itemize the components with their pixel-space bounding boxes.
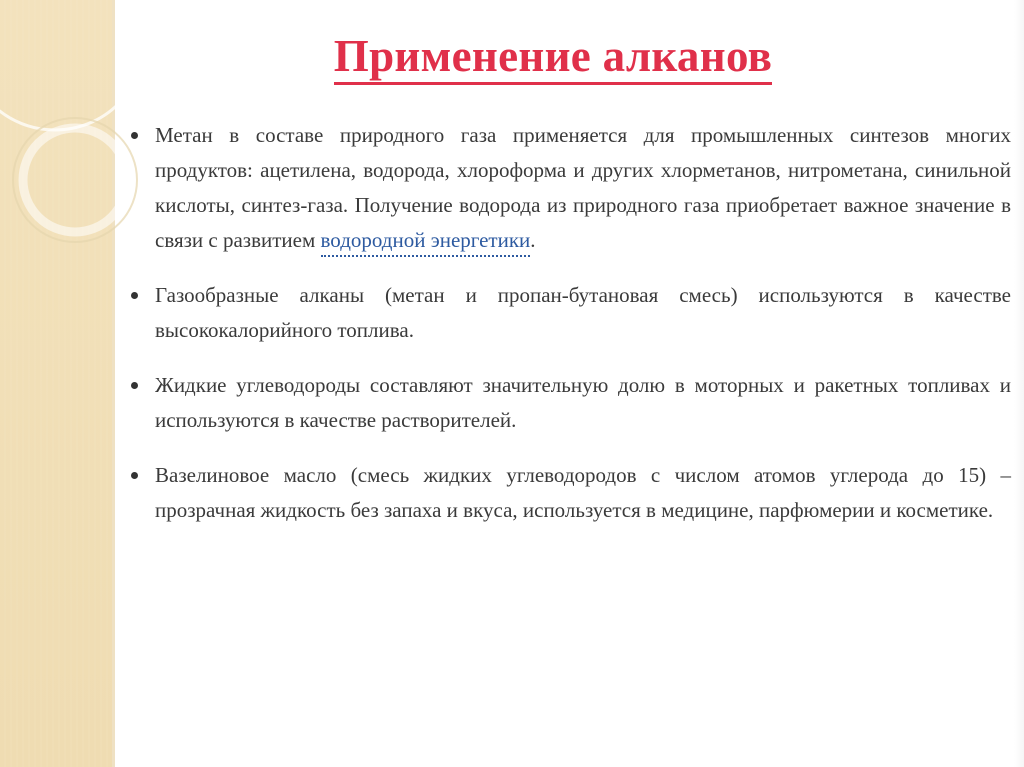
bullet-item-vaseline-oil bbox=[127, 458, 1011, 528]
bullet-text-end: . bbox=[530, 228, 536, 252]
bullet-dot-icon bbox=[131, 382, 138, 389]
bullet-list bbox=[127, 118, 1011, 548]
decorative-circle-outline bbox=[13, 118, 137, 242]
slide-title-container bbox=[0, 30, 1024, 85]
bullet-dot-icon bbox=[131, 292, 138, 299]
bullet-text: Вазелиновое масло (смесь жидких углеводородов с числом атомов углерода до 15) – прозрачная жидкость без запаха и вкуса, используется в медицине, парфюмерии и косметике. bbox=[155, 463, 1011, 522]
decorative-circle-ring bbox=[23, 128, 127, 232]
bullet-text: Газообразные алканы (метан и пропан-бутановая смесь) используются в качестве высококалорийного топлива. bbox=[155, 283, 1011, 342]
bullet-dot-icon bbox=[131, 132, 138, 139]
bullet-item-liquid-hydrocarbons bbox=[127, 368, 1011, 438]
hydrogen-energy-link[interactable]: водородной энергетики bbox=[321, 228, 531, 257]
bullet-dot-icon bbox=[131, 472, 138, 479]
slide-title: Применение алканов bbox=[334, 30, 772, 85]
bullet-text: Жидкие углеводороды составляют значительную долю в моторных и ракетных топливах и используются в качестве растворителей. bbox=[155, 373, 1011, 432]
bullet-item-methane bbox=[127, 118, 1011, 258]
bullet-text: Метан в составе природного газа применяется для промышленных синтезов многих продуктов: ацетилена, водорода, хлороформа и других хлорметанов, нитрометана, синильной кислоты, синтез-газа. Получение водорода из природного газа приобретает важное значение в связи с развитием bbox=[155, 123, 1011, 252]
bullet-item-gaseous-alkanes bbox=[127, 278, 1011, 348]
decorative-right-edge bbox=[1014, 0, 1024, 767]
